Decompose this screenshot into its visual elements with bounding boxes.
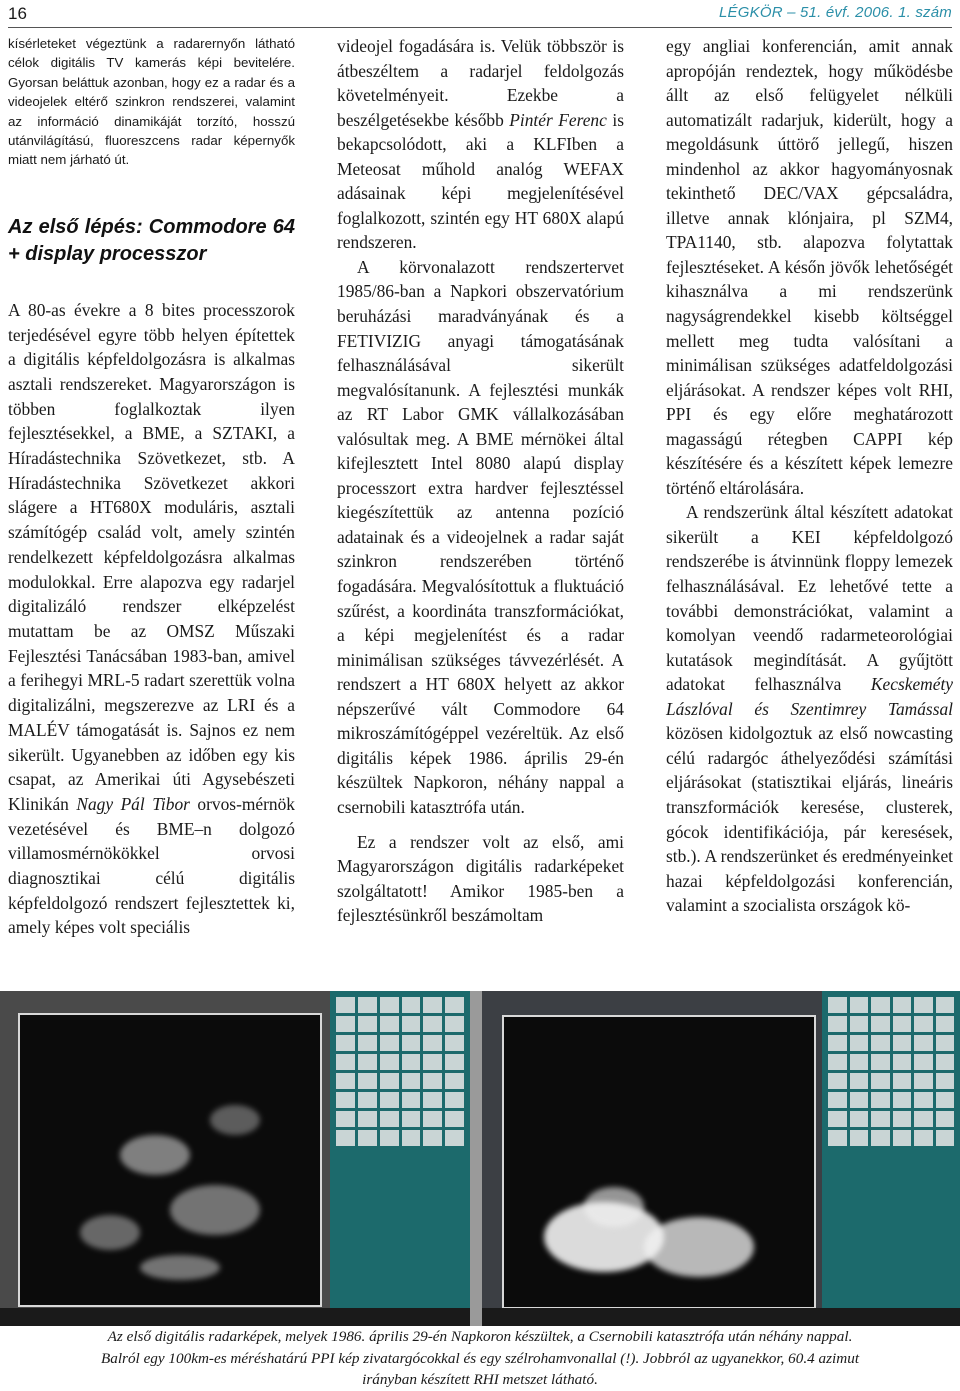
- caption-line: Az első digitális radarképek, melyek 1986. április 29-én Napkoron készültek, a Csernobili katasztrófa után néhány nappal.: [107, 1328, 853, 1345]
- page-number: 16: [8, 4, 27, 23]
- paragraph: [8, 298, 295, 940]
- page-header: [0, 0, 960, 28]
- ppi-radar-image: [0, 991, 470, 1326]
- text-span: közösen kidolgoztuk az első nowcasting célú radargóc áthelyeződési számítási eljárásokat (statisztikai eljárás, lineáris transzformációk keresése, clusterek, gócok identifikációja, pár keresések, stb.). A rendszerünket és eredményeinket hazai képfeldolgozási konferencián, valamint a szocialista országok kö-: [666, 723, 953, 916]
- text-span: orvos-mérnök vezetésével és BME–n dolgozó villamosmérnökökkel orvosi diagnosztikai célú digitális képfeldolgozó rendszert fejlesztettek ki, amely képes volt speciális: [8, 793, 295, 938]
- caption-line: Balról egy 100km-es méréshatárú PPI kép zivatargócokkal és egy szélrohamvonallal (!). Jobbról az ugyanekkor, 60.4 azimut: [100, 1349, 860, 1367]
- person-name: Kecskeméty Lászlóval és Szentimrey Tamással: [666, 674, 953, 719]
- radar-images: [0, 991, 960, 1326]
- column-1: [8, 34, 295, 940]
- paragraph: Ez a rendszer volt az első, ami Magyarországon digitális radarképeket szolgáltatott! Amikor 1985-ben a fejlesztésünkről beszámoltam: [337, 831, 624, 926]
- text-span: A 80-as évekre a 8 bites processzorok terjedésével egyre több helyen építettek a digitális képfeldolgozásra is alkalmas asztali rendszereket. Magyarországon is többen foglalkoztak ilyen fejlesztésekkel, a BME, a SZTAKI, a Híradástechnika Szövetkezet, stb. A Híradástechnika Szövetkezet akkori slágere a HT680X moduláris, asztali számítógép család volt, amely szintén rendelkezett képfeldolgozásra alkalmas modulokkal. Erre alapozva egy radarjel digitalizáló rendszer elképzelést mutattam be az OMSZ Műszaki Fejlesztési Tanácsában 1983-ban, amivel a ferihegyi MRL-5 radart szerettük volna digitalizálni, megszerezve az LRI és a MALÉV támogatását is. Sajnos ez nem sikerült. Ugyanebben az időben egy kis csapat, az Amerikai úti Agysebészeti Klinikán: [8, 299, 295, 814]
- rhi-radar-image: [482, 991, 960, 1326]
- monitor-bezel: [0, 1308, 470, 1326]
- person-name: Pintér Ferenc: [509, 109, 607, 130]
- text-span: videojel fogadására is. Velük többször is átbeszéltem a radarjel feldolgozás követelményeit. Ezekbe a beszélgetésekbe később: [337, 36, 624, 130]
- lead-paragraph: kísérleteket végeztünk a radarernyőn látható célok digitális TV kamerás képi bevitelére. Gyorsan beláttuk azonban, hogy ez a radar és a videojelek eltérő szinkron rendszerei, valamint az információ dinamikáját torzító, hosszú utánvilágítású, fluoreszcens radar képernyők miatt nem járható út.: [8, 36, 295, 168]
- radar-screen: [502, 1015, 816, 1309]
- running-title: LÉGKÖR – 51. évf. 2006. 1. szám: [719, 4, 952, 21]
- radar-screen: [18, 1013, 322, 1307]
- person-name: Nagy Pál Tibor: [76, 793, 190, 814]
- figure-caption: [0, 1326, 960, 1391]
- text-span: is bekapcsolódott, aki a KLFIben a Meteosat műhold analóg WEFAX adásainak képi megjelenítésével foglalkozott, szintén egy HT 680X alapú rendszeren.: [337, 109, 624, 253]
- section-heading: Az első lépés: Commodore 64 + display processzor: [8, 215, 295, 265]
- status-panel: [330, 991, 470, 1326]
- paragraph: egy angliai konferencián, amit annak apropóján rendeztek, hogy működésbe állt az első felügyelet nélküli automatizált radarjuk, kiderült, hogy a megoldásunk úttörő jellegű, hiszen mindenhol az akkor hagyományosnak tekinthető DEC/VAX gépcsaládra, illetve annak klónjaira, pl SZM4, TPA1140, stb. alapozva folytattak fejlesztéseket. A későn jövők lehetőségét kihasználva a mi rendszerünk nagyságrendekkel kisebb költséggel mellett meg tudta valósítani a minimálisan szükséges adatfeldolgozási eljárásokat. A rendszer képes volt RHI, PPI és egy előre meghatározott magasságú rétegben CAPPI kép készítésére és a készített képek lemezre történő eltárolására.: [666, 36, 953, 498]
- column-3: [666, 34, 953, 918]
- column-2: [337, 34, 624, 928]
- status-panel: [822, 991, 960, 1326]
- paragraph: A körvonalazott rendszertervet 1985/86-ban a Napkori obszervatórium beruházási maradványának és a FETIVIZIG anyagi támogatásának felhasználásával sikerült megvalósítanunk. A fejlesztési munkák az RT Labor GMK vállalkozásában valósultak meg. A BME mérnökei által kifejlesztett Intel 8080 alapú display processzort extra hardver fejlesztéssel kiegészítettük az antenna pozíció adatainak és a videojelnek a radar saját szinkron rendszerében történő fogadására. Megvalósítottuk a fluktuáció szűrést, a koordináta transzformációkat, a képi megjelenítést és a radar minimálisan szükséges távvezérlését. A rendszert a HT 680X helyett az akkor népszerűvé vált Commodore 64 mikroszámítógéppel vezéreltük. Az első digitális képek 1986. április 29-én készültek Napkoron, néhány nappal a csernobili katasztrófa után.: [337, 256, 624, 817]
- monitor-bezel: [482, 1308, 960, 1326]
- paragraph: [337, 34, 624, 255]
- text-span: A rendszerünk által készített adatokat sikerült a KEI képfeldolgozó rendszerébe is átvinnünk floppy lemezek felhasználásával. Ez lehetővé tette a további demonstrációkat, valamint a komolyan veendő radarmeteorológiai kutatások megindítását. A gyűjtött adatokat felhasználva: [666, 502, 953, 695]
- paragraph: [666, 500, 953, 917]
- header-rule: [8, 27, 952, 28]
- caption-line: irányban készített RHI metszet látható.: [362, 1371, 598, 1388]
